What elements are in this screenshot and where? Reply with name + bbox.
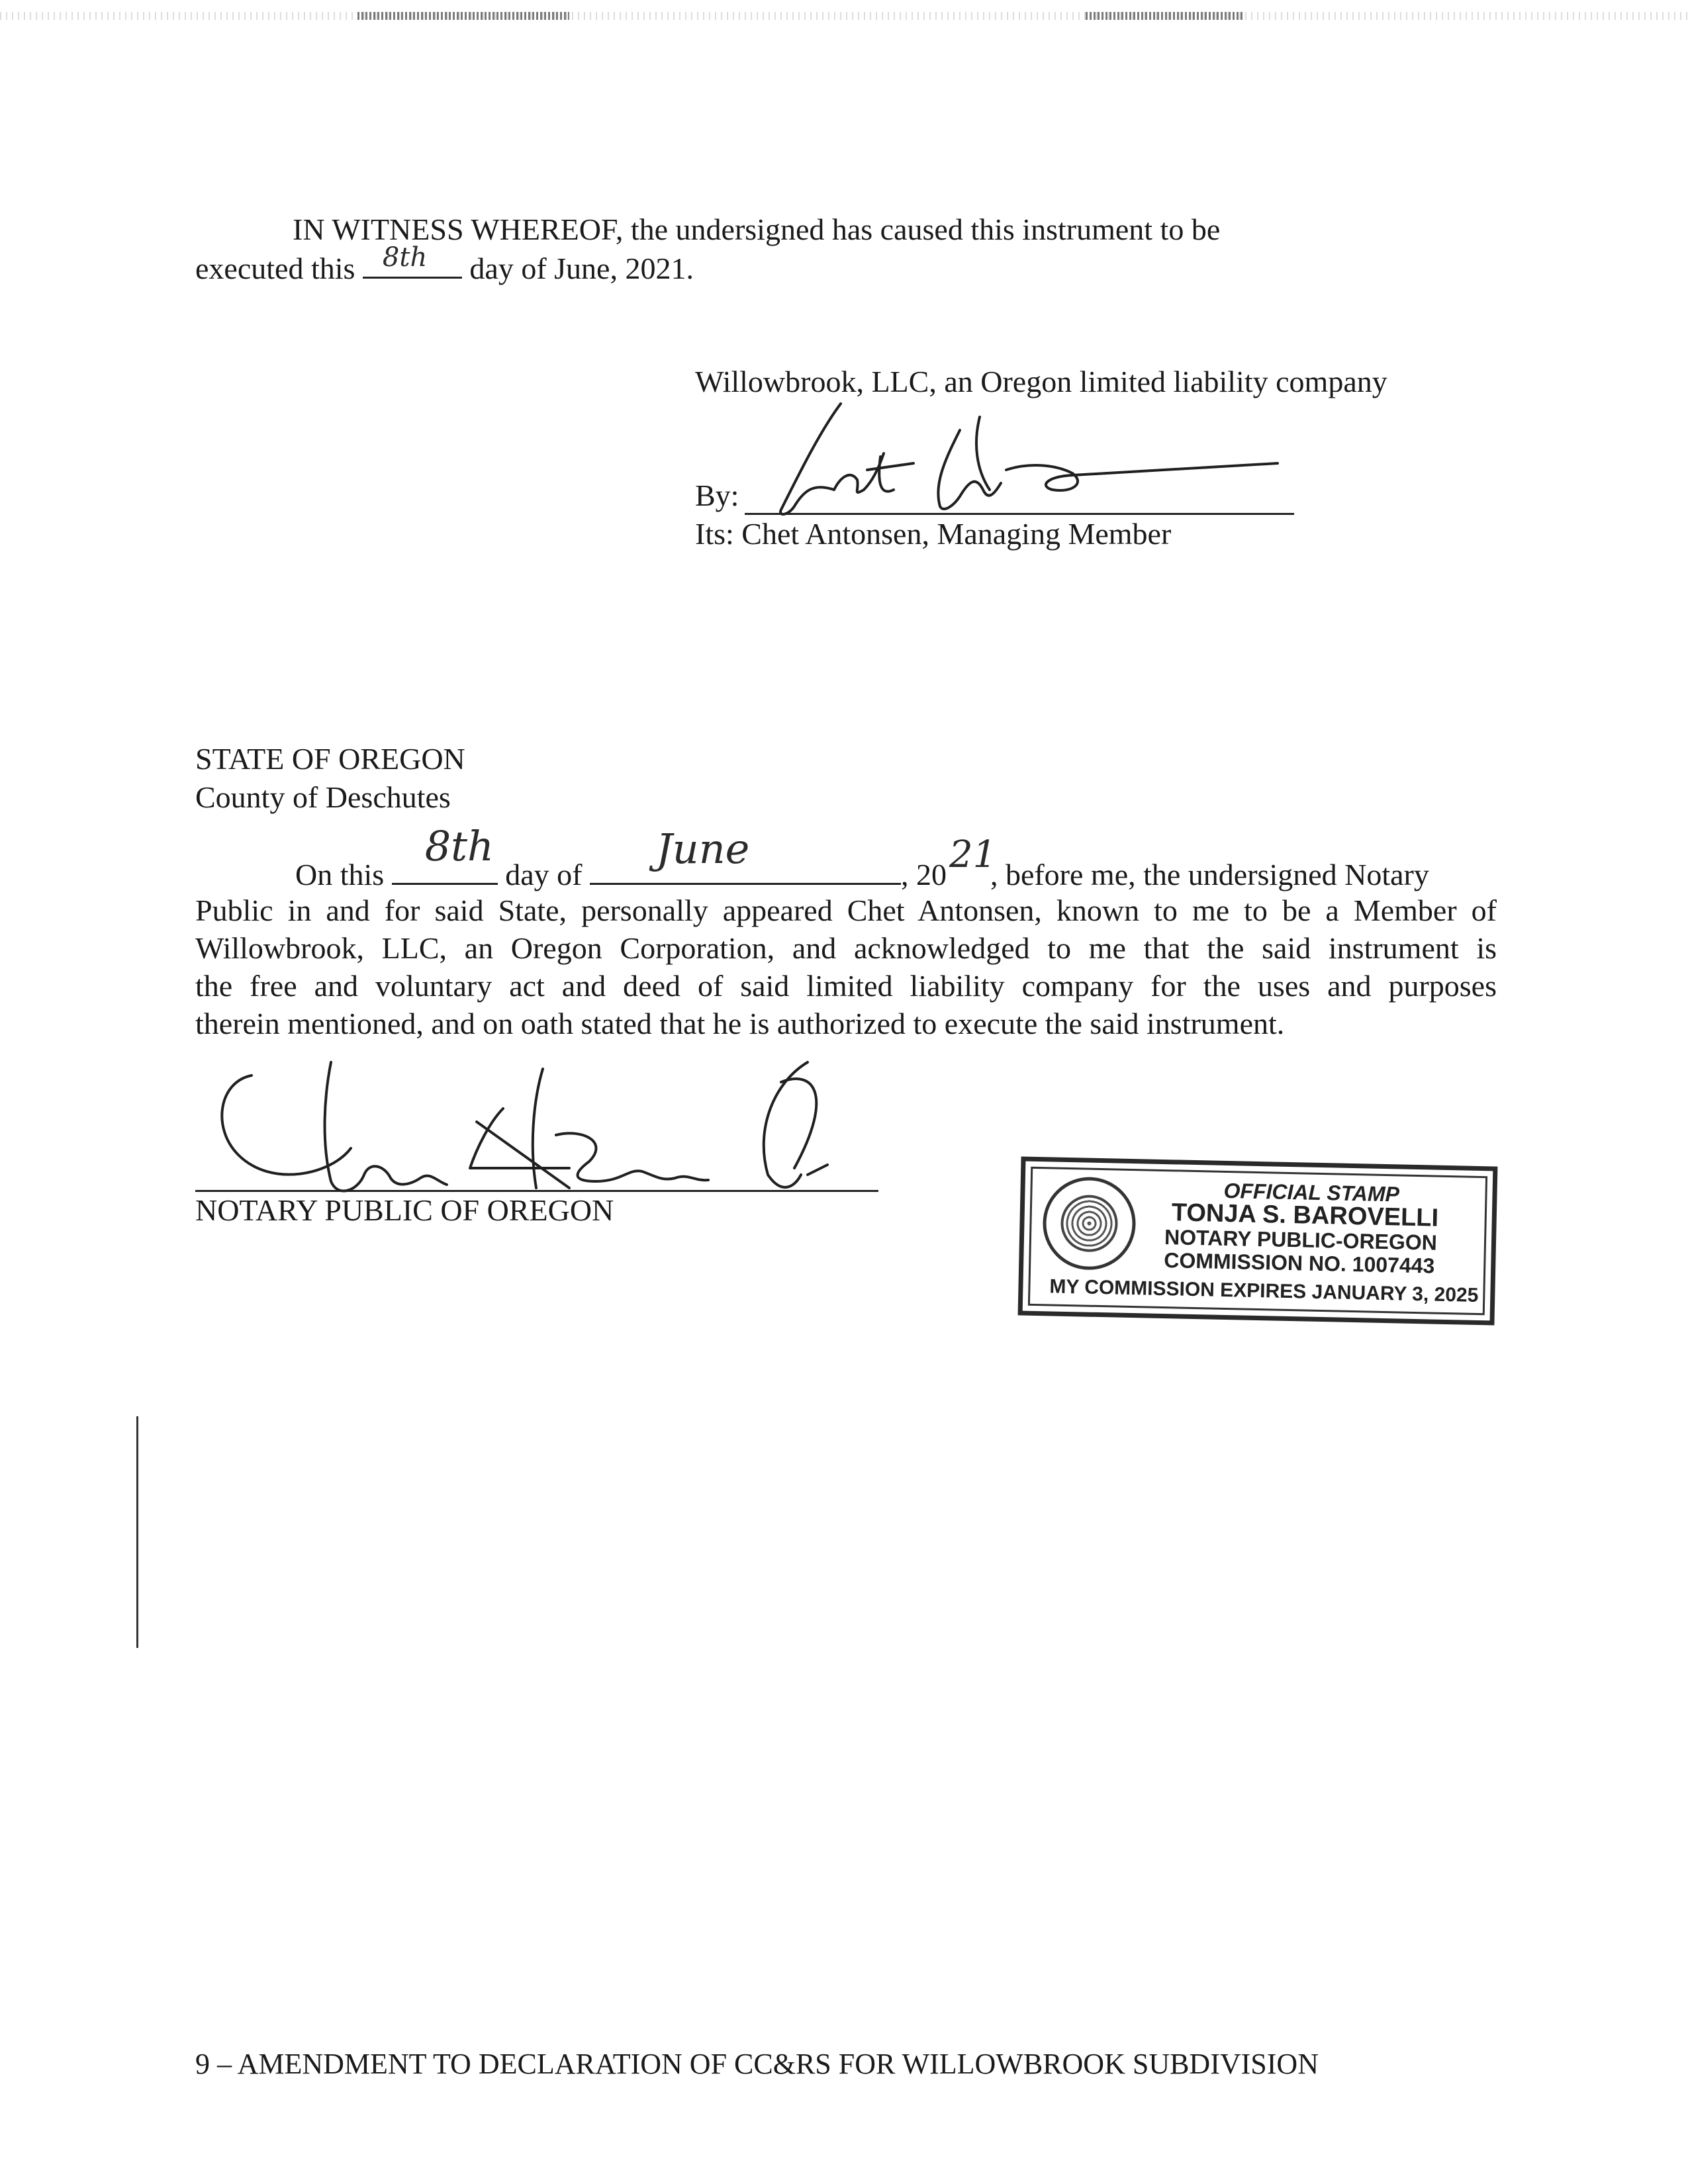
venue-county: County of Deschutes — [195, 780, 451, 814]
notary-caption: NOTARY PUBLIC OF OREGON — [195, 1193, 614, 1227]
acknowledgment-line-3: Willowbrook, LLC, an Oregon Corporation, and acknowledged to me that the said instrument is — [195, 931, 1497, 965]
acknowledgment-line-1 — [295, 822, 1429, 894]
member-signature — [741, 390, 1284, 523]
its-line: Its: Chet Antonsen, Managing Member — [695, 517, 1172, 551]
ack-day-of: day of — [505, 858, 583, 891]
ack-month-handwritten: June — [655, 825, 750, 873]
ack-month-blank — [590, 825, 901, 885]
page-footer: 9 – AMENDMENT TO DECLARATION OF CC&RS FOR WILLOWBROOK SUBDIVISION — [195, 2048, 1319, 2080]
ack-year-blank — [947, 833, 997, 885]
notary-signature — [199, 1056, 861, 1214]
acknowledgment-line-4: the free and voluntary act and deed of said limited liability company for the uses and purposes — [195, 969, 1497, 1003]
stamp-expiration: MY COMMISSION EXPIRES JANUARY 3, 2025 — [1049, 1275, 1479, 1306]
witness-day-handwritten: 8th — [382, 242, 428, 273]
scan-artifact-bar — [0, 12, 1688, 20]
by-label: By: — [695, 478, 739, 512]
witness-day-blank — [363, 242, 462, 279]
acknowledgment-line-5: therein mentioned, and on oath stated that he is authorized to execute the said instrument. — [195, 1007, 1285, 1040]
company-name: Willowbrook, LLC, an Oregon limited liability company — [695, 365, 1387, 398]
stamp-commission: COMMISSION NO. 1007443 — [1163, 1248, 1435, 1278]
acknowledgment-line-2: Public in and for said State, personally appeared Chet Antonsen, known to me to be a Member of — [195, 893, 1497, 927]
ack-on-this: On this — [295, 858, 385, 891]
ack-year-prefix: , 20 — [900, 858, 947, 891]
official-notary-stamp — [1018, 1156, 1498, 1325]
ack-year-handwritten: 21 — [949, 833, 997, 876]
stamp-title: OFFICIAL STAMP — [1223, 1178, 1400, 1206]
stamp-role: NOTARY PUBLIC-OREGON — [1164, 1225, 1438, 1255]
scan-margin-line — [136, 1416, 138, 1648]
witness-line-1: IN WITNESS WHEREOF, the undersigned has caused this instrument to be — [293, 212, 1221, 246]
stamp-notary-name: TONJA S. BAROVELLI — [1171, 1199, 1439, 1232]
ack-day-blank — [392, 822, 498, 885]
witness-line-2 — [195, 242, 694, 288]
witness-executed-label: executed this — [195, 251, 355, 285]
ack-day-handwritten: 8th — [424, 822, 494, 870]
ack-rest-line-1: , before me, the undersigned Notary — [990, 858, 1429, 891]
venue-state: STATE OF OREGON — [195, 742, 465, 776]
witness-month-year: day of June, 2021. — [469, 251, 694, 285]
